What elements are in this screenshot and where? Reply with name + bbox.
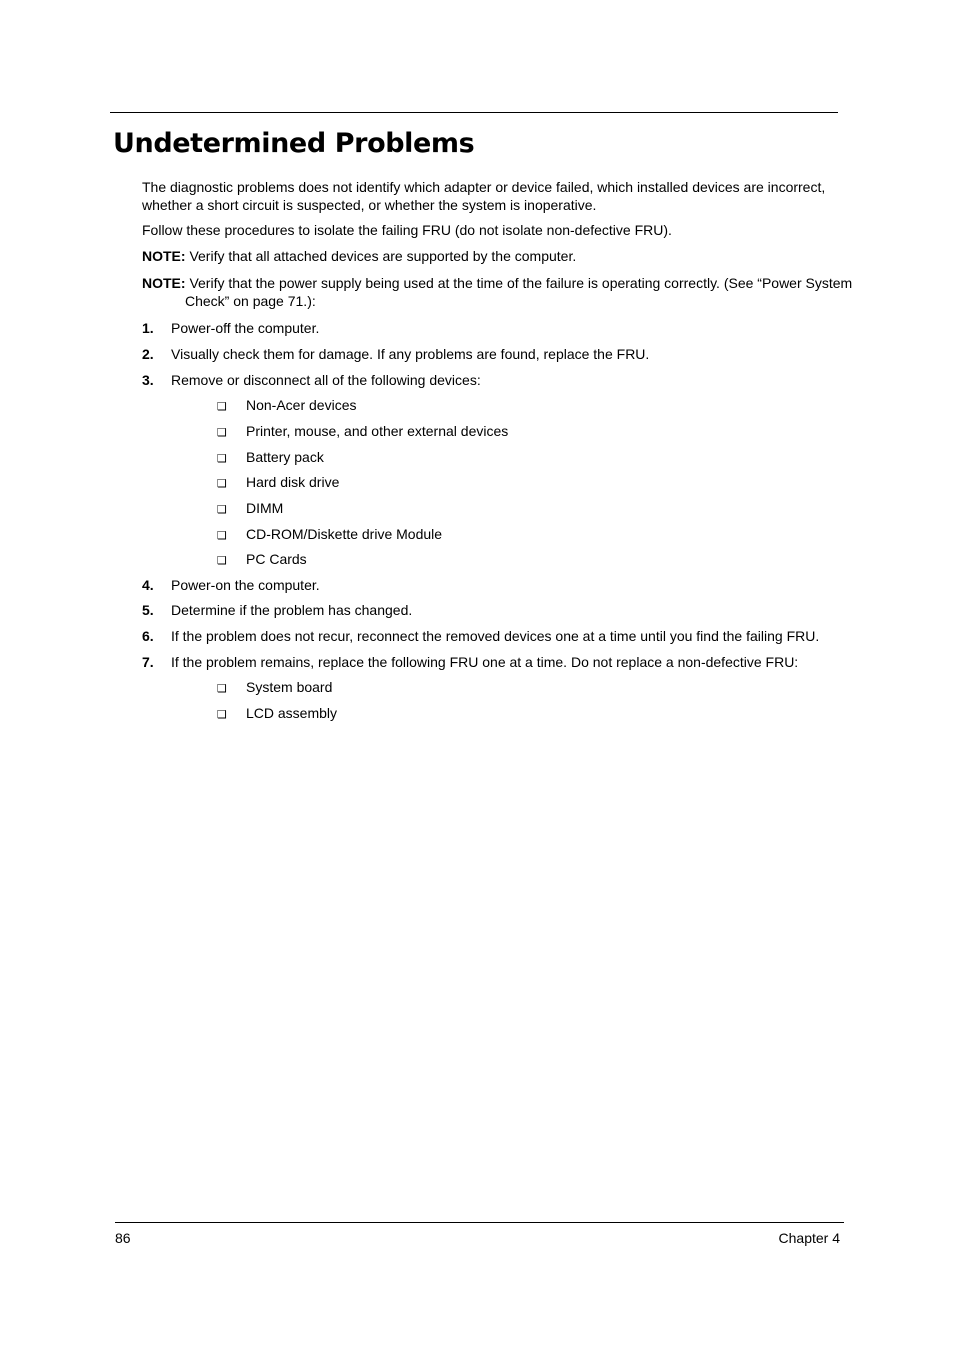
step-number: 4. — [142, 577, 154, 593]
device-label: CD-ROM/Diskette drive Module — [246, 526, 443, 542]
device-label: PC Cards — [246, 551, 307, 567]
step-7 — [142, 653, 842, 671]
step-text: If the problem remains, replace the following FRU one at a time. Do not replace a non-defective FRU: — [171, 654, 799, 670]
list-item — [217, 550, 307, 570]
list-item — [217, 678, 332, 698]
device-label: Printer, mouse, and other external devices — [246, 423, 509, 439]
step-number: 6. — [142, 628, 154, 644]
list-item — [217, 704, 337, 724]
device-label: DIMM — [246, 500, 284, 516]
note-label: NOTE: — [142, 275, 186, 291]
checkbox-bullet-icon: ❑ — [217, 452, 227, 465]
step-text: Power-on the computer. — [171, 577, 320, 593]
fru-label: LCD assembly — [246, 705, 338, 721]
step-text: If the problem does not recur, reconnect the removed devices one at a time until you find the failing FRU. — [171, 628, 820, 644]
list-item — [217, 448, 324, 468]
list-item — [217, 396, 357, 416]
step-number: 5. — [142, 602, 154, 618]
step-number: 1. — [142, 320, 154, 336]
device-label: Hard disk drive — [246, 474, 340, 490]
checkbox-bullet-icon: ❑ — [217, 708, 227, 721]
follow-paragraph: Follow these procedures to isolate the failing FRU (do not isolate non-defective FRU). — [142, 222, 672, 238]
top-rule — [110, 112, 838, 113]
note-power-supply — [142, 274, 885, 310]
step-6 — [142, 627, 842, 645]
checkbox-bullet-icon: ❑ — [217, 477, 227, 490]
page-number: 86 — [115, 1230, 131, 1246]
checkbox-bullet-icon: ❑ — [217, 682, 227, 695]
step-1 — [142, 319, 842, 337]
fru-label: System board — [246, 679, 333, 695]
step-text: Determine if the problem has changed. — [171, 602, 413, 618]
step-5 — [142, 601, 842, 619]
checkbox-bullet-icon: ❑ — [217, 400, 227, 413]
intro-paragraph: The diagnostic problems does not identify which adapter or device failed, which installed devices are incorrect, whether a short circuit is suspected, or whether the system is inoperative. — [142, 179, 826, 213]
list-item — [217, 525, 442, 545]
checkbox-bullet-icon: ❑ — [217, 554, 227, 567]
chapter-label: Chapter 4 — [778, 1230, 840, 1246]
note-label: NOTE: — [142, 248, 186, 264]
checkbox-bullet-icon: ❑ — [217, 426, 227, 439]
list-item — [217, 499, 283, 519]
checkbox-bullet-icon: ❑ — [217, 529, 227, 542]
step-2 — [142, 345, 842, 363]
step-number: 3. — [142, 372, 154, 388]
note-text: Verify that the power supply being used at the time of the failure is operating correctly. (See “Power System Check” on page 71.): — [185, 275, 853, 309]
step-text: Power-off the computer. — [171, 320, 320, 336]
checkbox-bullet-icon: ❑ — [217, 503, 227, 516]
list-item — [217, 422, 508, 442]
step-3 — [142, 371, 842, 389]
page-title: Undetermined Problems — [113, 128, 475, 159]
note-text: Verify that all attached devices are supported by the computer. — [189, 248, 577, 264]
step-text: Visually check them for damage. If any problems are found, replace the FRU. — [171, 346, 650, 362]
step-number: 2. — [142, 346, 154, 362]
list-item — [217, 473, 339, 493]
footer-rule — [115, 1222, 844, 1223]
device-label: Battery pack — [246, 449, 324, 465]
step-text: Remove or disconnect all of the following devices: — [171, 372, 481, 388]
step-number: 7. — [142, 654, 154, 670]
note-devices — [142, 247, 842, 265]
step-4 — [142, 576, 842, 594]
device-label: Non-Acer devices — [246, 397, 357, 413]
